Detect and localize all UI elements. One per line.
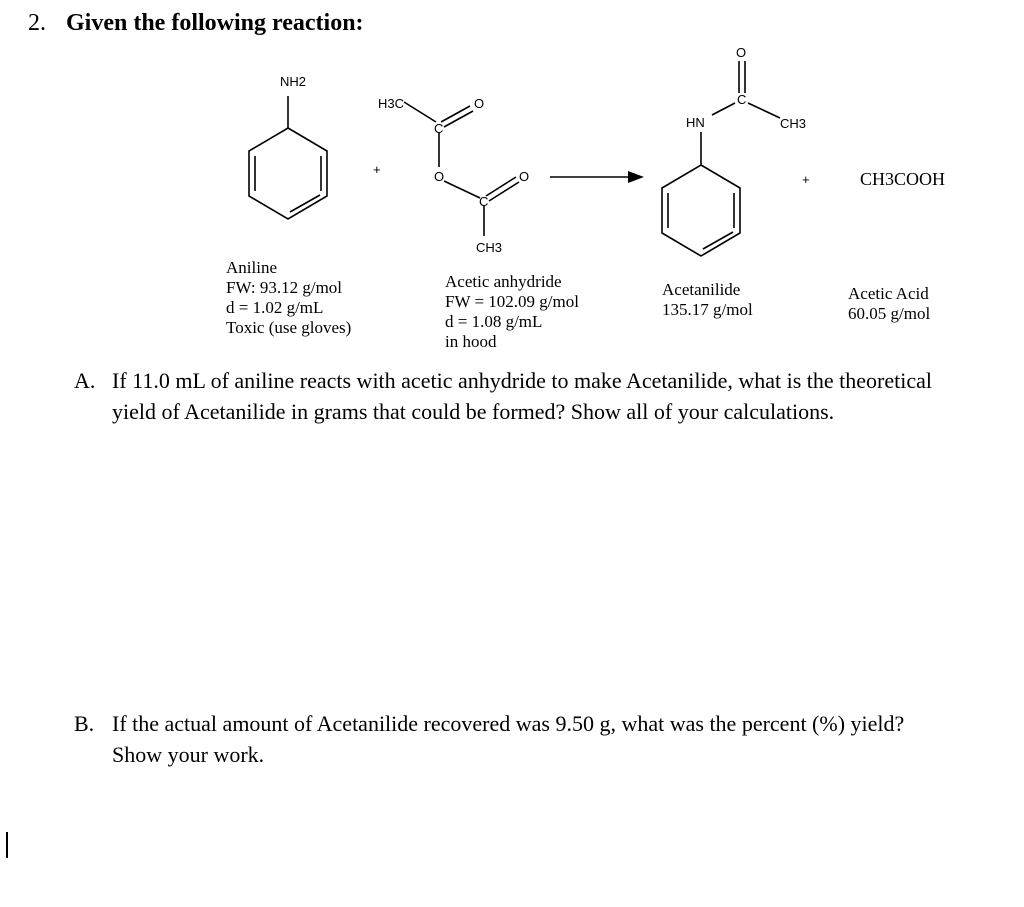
anhydride-fw: FW = 102.09 g/mol <box>445 292 579 311</box>
aniline-note: Toxic (use gloves) <box>226 318 352 337</box>
part-a-text: If 11.0 mL of aniline reacts with acetic anhydride to make Acetanilide, what is the theoretical yield of Acetanilide in grams that could be formed? Show all of your calculations. <box>112 368 933 424</box>
acetic-acid-formula: CH3COOH <box>860 169 946 189</box>
acetanilide-info <box>662 280 753 320</box>
question-part-b <box>74 708 954 770</box>
plus-sign-2: + <box>802 172 810 187</box>
question-title: Given the following reaction: <box>66 10 364 36</box>
acetic-acid-info <box>848 284 930 324</box>
acetanilide-mw: 135.17 g/mol <box>662 300 753 319</box>
acetanilide-ch3-label: CH3 <box>780 116 807 131</box>
anhydride-carbon-upper: C <box>434 121 444 136</box>
anhydride-h3c-label: H3C <box>378 96 405 111</box>
anhydride-note: in hood <box>445 332 497 351</box>
acetic-acid-mw: 60.05 g/mol <box>848 304 931 323</box>
anhydride-name: Acetic anhydride <box>445 272 562 291</box>
acetanilide-benzene-ring <box>662 132 740 256</box>
acetanilide-carbon-label: C <box>737 92 747 107</box>
aniline-density: d = 1.02 g/mL <box>226 298 324 317</box>
anhydride-ch3-label: CH3 <box>476 240 503 255</box>
aniline-nh2-label: NH2 <box>280 74 307 89</box>
text-cursor[interactable] <box>6 832 8 858</box>
aniline-fw: FW: 93.12 g/mol <box>226 278 343 297</box>
anhydride-density: d = 1.08 g/mL <box>445 312 543 331</box>
acetanilide-name: Acetanilide <box>662 280 741 299</box>
plus-sign-1: + <box>373 162 381 177</box>
part-a-label: A. <box>74 368 96 393</box>
anhydride-carbon-lower: C <box>479 194 489 209</box>
part-b-text: If the actual amount of Acetanilide recovered was 9.50 g, what was the percent (%) yield? Show your work. <box>112 711 905 767</box>
aniline-info <box>226 258 351 338</box>
acetic-anhydride-info <box>445 272 579 352</box>
acetanilide-hn-label: HN <box>686 115 705 130</box>
acetic-anhydride-bonds <box>404 102 519 236</box>
aniline-name: Aniline <box>226 258 277 277</box>
acetanilide-oxygen-label: O <box>736 45 747 60</box>
part-b-label: B. <box>74 711 95 736</box>
question-number: 2. <box>28 10 46 36</box>
reaction-arrow-head <box>628 171 644 183</box>
anhydride-oxygen-lower: O <box>519 169 530 184</box>
anhydride-bridge-oxygen: O <box>434 169 445 184</box>
anhydride-oxygen-upper: O <box>474 96 485 111</box>
acetanilide-amide-bonds <box>712 61 780 118</box>
acetic-acid-name: Acetic Acid <box>848 284 929 303</box>
aniline-benzene-ring <box>249 96 327 219</box>
question-part-a <box>74 365 934 427</box>
